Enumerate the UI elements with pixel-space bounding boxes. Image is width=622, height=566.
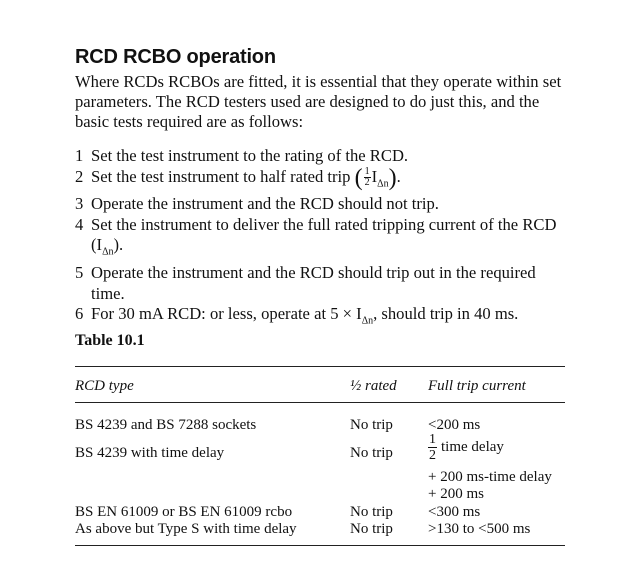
fraction-denominator: 2	[364, 177, 370, 189]
subscript: Δn	[102, 246, 114, 258]
table-cell-full-line2: + 200 ms-time delay	[428, 469, 552, 485]
list-item	[75, 304, 567, 332]
step-number: 4	[75, 214, 84, 234]
full-trip-text: time delay	[441, 438, 504, 455]
step-text-end: ).	[113, 235, 124, 255]
table-cell-type: As above but Type S with time delay	[75, 521, 297, 537]
step-number: 5	[75, 263, 84, 283]
column-header-rcd-type: RCD type	[75, 378, 134, 394]
table-cell-half: No trip	[350, 417, 393, 433]
table-cell-type: BS EN 61009 or BS EN 61009 rcbo	[75, 504, 293, 520]
step-text-end: .	[396, 166, 401, 186]
column-header-half-rated: ½ rated	[350, 378, 397, 394]
subscript: Δn	[361, 315, 374, 327]
table-cell-type: BS 4239 with time delay	[75, 445, 225, 461]
fraction-denominator: 2	[429, 448, 436, 463]
fraction-numerator: 1	[364, 166, 370, 178]
list-item	[75, 215, 567, 263]
step-text: Set the test instrument to the rating of the RCD.	[91, 146, 409, 165]
step-text: Set the test instrument to half rated trip	[91, 166, 351, 186]
column-header-full-trip: Full trip current	[428, 378, 526, 394]
table-title: Table 10.1	[75, 332, 145, 349]
section-heading: RCD RCBO operation	[75, 46, 276, 68]
fraction	[428, 432, 437, 463]
step-text: Operate the instrument and the RCD should not trip.	[91, 194, 439, 214]
step-number: 3	[75, 194, 84, 214]
fraction	[364, 167, 371, 188]
table-header-rule	[75, 402, 565, 403]
table-cell-half: No trip	[350, 445, 393, 461]
step-number: 2	[75, 166, 84, 186]
fraction-numerator: 1	[429, 432, 436, 447]
table-cell-type: BS 4239 and BS 7288 sockets	[75, 417, 257, 433]
table-bottom-rule	[75, 545, 565, 546]
step-number: 1	[75, 146, 84, 165]
table-cell-full-line3: + 200 ms	[428, 486, 484, 502]
table-cell-full	[428, 432, 504, 463]
table-cell-full: >130 to <500 ms	[428, 521, 531, 537]
step-text-end: , should trip in 40 ms.	[373, 304, 519, 324]
paren-open: (	[354, 164, 363, 191]
step-number: 6	[75, 304, 84, 324]
list-item	[75, 194, 567, 215]
table-cell-full: <300 ms	[428, 504, 481, 520]
list-item	[75, 263, 567, 304]
step-text: Set the instrument to deliver the full rated tripping current of the RCD (I	[91, 214, 557, 255]
current-symbol: I	[371, 166, 378, 186]
test-steps-list	[75, 146, 567, 332]
paren-close: )	[388, 164, 397, 191]
table-cell-half: No trip	[350, 504, 393, 520]
step-text: Operate the instrument and the RCD should trip out in the required time.	[91, 263, 536, 303]
subscript: Δn	[377, 177, 389, 189]
list-item	[75, 146, 567, 167]
table-top-rule	[75, 366, 565, 367]
table-cell-full: <200 ms	[428, 417, 481, 433]
intro-paragraph: Where RCDs RCBOs are fitted, it is essential that they operate within set parameters. The RCD testers used are designed to do just this, and the basic tests required are as follows:	[75, 72, 562, 131]
step-text: For 30 mA RCD: or less, operate at 5 × I	[91, 304, 362, 324]
table-cell-half: No trip	[350, 521, 393, 537]
list-item	[75, 164, 567, 195]
